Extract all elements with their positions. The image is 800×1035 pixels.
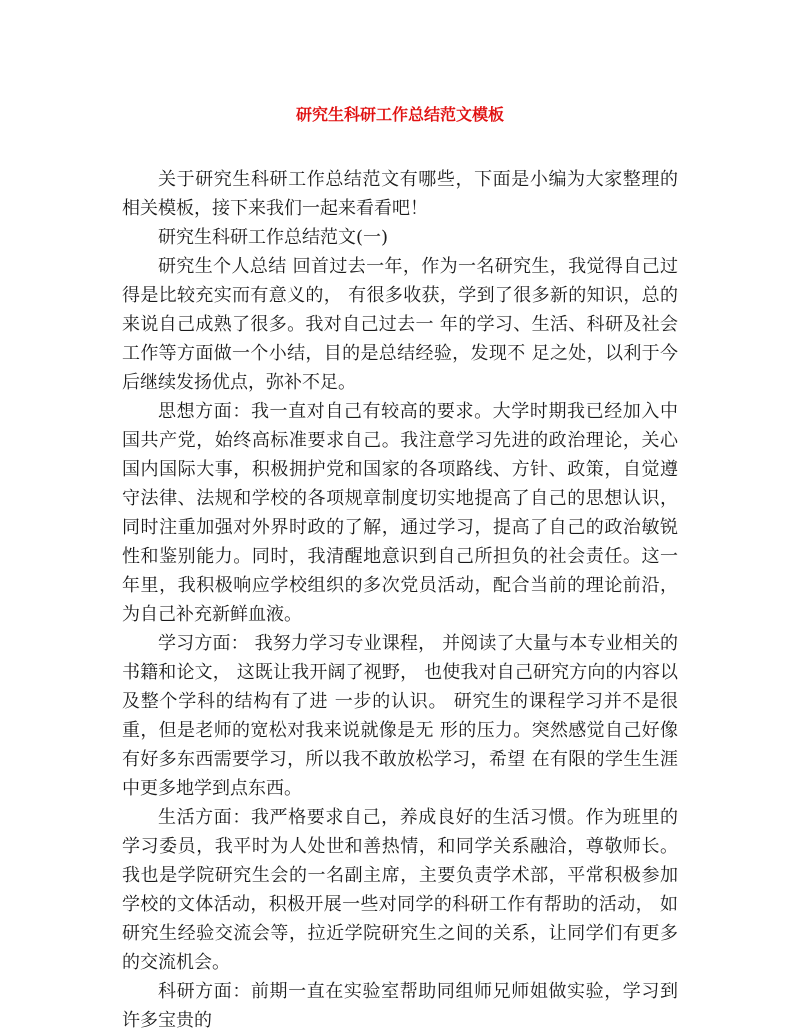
section-heading: 研究生科研工作总结范文(一) [158, 227, 389, 248]
research-paragraph: 科研方面：前期一直在实验室帮助同组师兄师姐做实验，学习到许多宝贵的 [122, 981, 678, 1031]
document-body [122, 165, 678, 1035]
summary-paragraph: 研究生个人总结 回首过去一年，作为一名研究生，我觉得自己过得是比较充实而有意义的， 有很多收获，学到了很多新的知识，总的来说自己成熟了很多。我对自己过去一 年的学习、生活、科研及社会工作等方面做一个小结，目的是总结经验，发现不 足之处，以利于今后继续发扬优点，弥补不足。 [122, 256, 678, 393]
intro-paragraph: 关于研究生科研工作总结范文有哪些，下面是小编为大家整理的相关模板，接下来我们一起来看看吧！ [122, 169, 678, 219]
thought-paragraph: 思想方面：我一直对自己有较高的要求。大学时期我已经加入中国共产党，始终高标准要求自己。我注意学习先进的政治理论，关心国内国际大事，积极拥护党和国家的各项路线、方针、政策，自觉遵守法律、法规和学校的各项规章制度切实地提高了自己的思想认识，同时注重加强对外界时政的了解，通过学习，提高了自己的政治敏锐性和鉴别能力。同时，我清醒地意识到自己所担负的社会责任。这一年里，我积极响应学校组织的多次党员活动，配合当前的理论前沿，为自己补充新鲜血液。 [122, 401, 678, 625]
study-paragraph: 学习方面： 我努力学习专业课程， 并阅读了大量与本专业相关的书籍和论文， 这既让我开阔了视野， 也使我对自己研究方向的内容以及整个学科的结构有了进 一步的认识。 研究生的课程学习并不是很重，但是老师的宽松对我来说就像是无 形的压力。突然感觉自己好像有好多东西需要学习，所以我不敢放松学习，希望 在有限的学生生涯中更多地学到点东西。 [122, 633, 678, 799]
document-title: 研究生科研工作总结范文模板 [295, 105, 504, 124]
life-paragraph: 生活方面：我严格要求自己，养成良好的生活习惯。作为班里的学习委员，我平时为人处世和善热情，和同学关系融洽，尊敬师长。我也是学院研究生会的一名副主席，主要负责学术部，平常积极参加学校的文体活动，积极开展一些对同学的科研工作有帮助的活动， 如研究生经验交流会等，拉近学院研究生之间的关系，让同学们有更多的交流机会。 [122, 807, 678, 973]
